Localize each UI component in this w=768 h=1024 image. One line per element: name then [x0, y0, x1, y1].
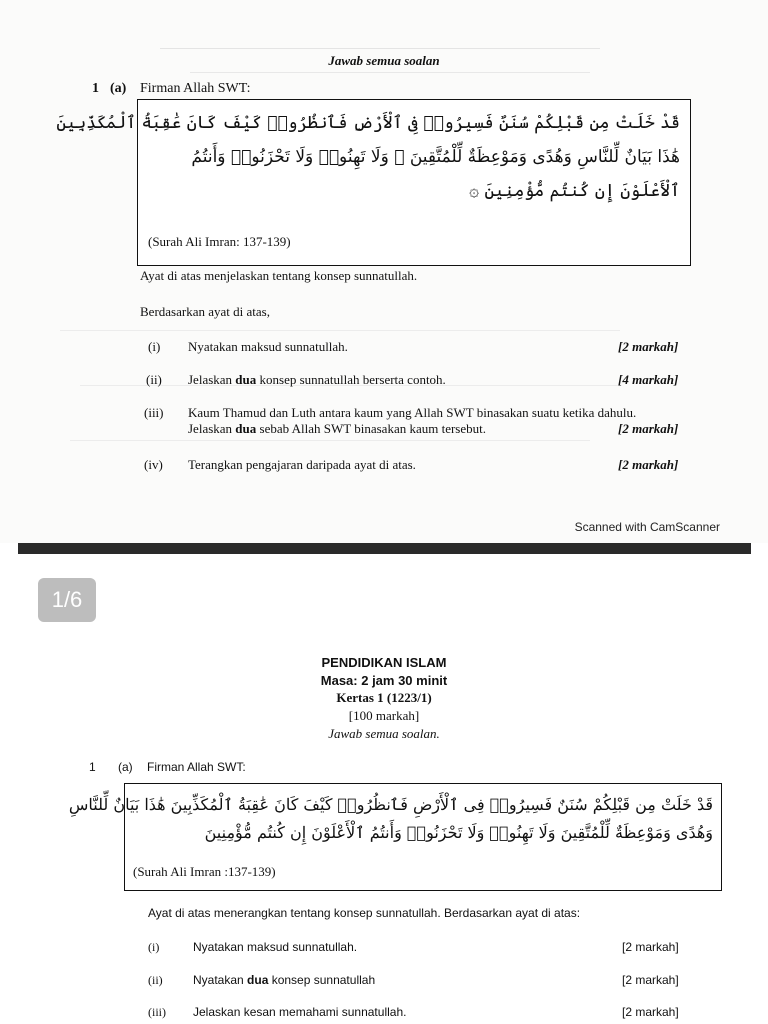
question-number: 1: [92, 81, 99, 96]
question-iv-number: (iv): [144, 457, 163, 472]
question-iii-text: Kaum Thamud dan Luth antara kaum yang Allah SWT binasakan suatu ketika dahulu.: [188, 405, 637, 420]
question-ii-marks: [4 markah]: [618, 372, 679, 387]
question-i-number: (i): [148, 339, 161, 354]
bleed-through-line: [60, 330, 620, 331]
bleed-through-line: [70, 440, 590, 441]
question-i-text: Nyatakan maksud sunnatullah.: [188, 339, 348, 354]
verse-source: (Surah Ali Imran :137-139): [133, 864, 276, 879]
question-part: (a): [110, 81, 127, 96]
question-iv-marks: [2 markah]: [618, 457, 679, 472]
arabic-line: ٱلْأَعْلَوْنَ إِن كُنتُم مُّؤْمِنِينَ ۞: [469, 181, 680, 201]
page-divider: [18, 543, 751, 554]
page-indicator-badge: 1/6: [38, 578, 96, 622]
question-iii-text: Jelaskan kesan memahami sunnatullah.: [193, 1005, 407, 1019]
question-iii-number: (iii): [144, 405, 164, 420]
question-i-number: (i): [148, 940, 160, 954]
camscanner-watermark: Scanned with CamScanner: [574, 520, 720, 534]
arabic-line: قَدْ خَلَتْ مِن قَبْلِكُمْ سُنَنٌ فَسِيرُوا۟ فِى ٱلْأَرْضِ فَٱنظُرُوا۟ كَيْفَ كَانَ عَٰقِبَةُ ٱلْمُكَذِّبِينَ: [56, 113, 680, 133]
question-ii-text: Nyatakan dua konsep sunnatullah: [193, 973, 376, 987]
question-iii-marks: [2 markah]: [618, 421, 679, 436]
based-on-text: Berdasarkan ayat di atas,: [140, 304, 270, 319]
question-ii-number: (ii): [146, 372, 162, 387]
quran-verse-box: [68, 783, 722, 891]
paper-code: Kertas 1 (1223/1): [336, 690, 432, 705]
verse-description: Ayat di atas menjelaskan tentang konsep sunnatullah.: [140, 268, 418, 283]
bleed-through-line: [160, 48, 600, 49]
arabic-line: هَٰذَا بَيَانٌ لِّلنَّاسِ وَهُدًى وَمَوْعِظَةٌ لِّلْمُتَّقِينَ ۞ وَلَا تَهِنُوا۟ وَلَا تَحْزَنُوا۟ وَأَنتُمُ: [191, 147, 680, 167]
exam-duration: Masa: 2 jam 30 minit: [320, 673, 448, 688]
arabic-line: وَهُدًى وَمَوْعِظَةٌ لِّلْمُتَّقِينَ وَلَا تَهِنُوا۟ وَلَا تَحْزَنُوا۟ وَأَنتُمُ ٱلْأَعْلَوْنَ إِن كُنتُم مُّؤْمِنِينَ: [204, 823, 713, 842]
question-iii-marks: [2 markah]: [622, 1005, 679, 1019]
instruction-text: Jawab semua soalan.: [328, 726, 440, 741]
question-i-marks: [2 markah]: [618, 339, 679, 354]
question-i-marks: [2 markah]: [622, 940, 679, 954]
subject-title: PENDIDIKAN ISLAM: [321, 655, 447, 670]
arabic-line: قَدْ خَلَتْ مِن قَبْلِكُمْ سُنَنٌ فَسِيرُوا۟ فِى ٱلْأَرْضِ فَٱنظُرُوا۟ كَيْفَ كَانَ عَٰقِبَةُ ٱلْمُكَذِّبِينَ هَٰذَا بَيَانٌ لِّلنَّاسِ: [68, 795, 713, 814]
question-intro: Firman Allah SWT:: [140, 81, 251, 96]
question-ii-number: (ii): [148, 973, 163, 987]
verse-description: Ayat di atas menerangkan tentang konsep sunnatullah. Berdasarkan ayat di atas:: [148, 906, 581, 920]
question-ii-marks: [2 markah]: [622, 973, 679, 987]
question-iv-text: Terangkan pengajaran daripada ayat di atas.: [188, 457, 416, 472]
question-i-text: Nyatakan maksud sunnatullah.: [193, 940, 358, 954]
question-number: 1: [89, 760, 96, 774]
question-iii-text2: Jelaskan dua sebab Allah SWT binasakan kaum tersebut.: [188, 421, 486, 436]
bleed-through-line: [190, 72, 590, 73]
question-ii-text: Jelaskan dua konsep sunnatullah berserta contoh.: [188, 372, 446, 387]
quran-verse-box: [56, 99, 691, 266]
instruction-text: Jawab semua soalan: [328, 53, 440, 68]
question-intro: Firman Allah SWT:: [147, 760, 246, 774]
question-part: (a): [118, 760, 133, 774]
question-iii-number: (iii): [148, 1005, 166, 1019]
verse-source: (Surah Ali Imran: 137-139): [148, 234, 291, 249]
total-marks: [100 markah]: [348, 708, 420, 723]
